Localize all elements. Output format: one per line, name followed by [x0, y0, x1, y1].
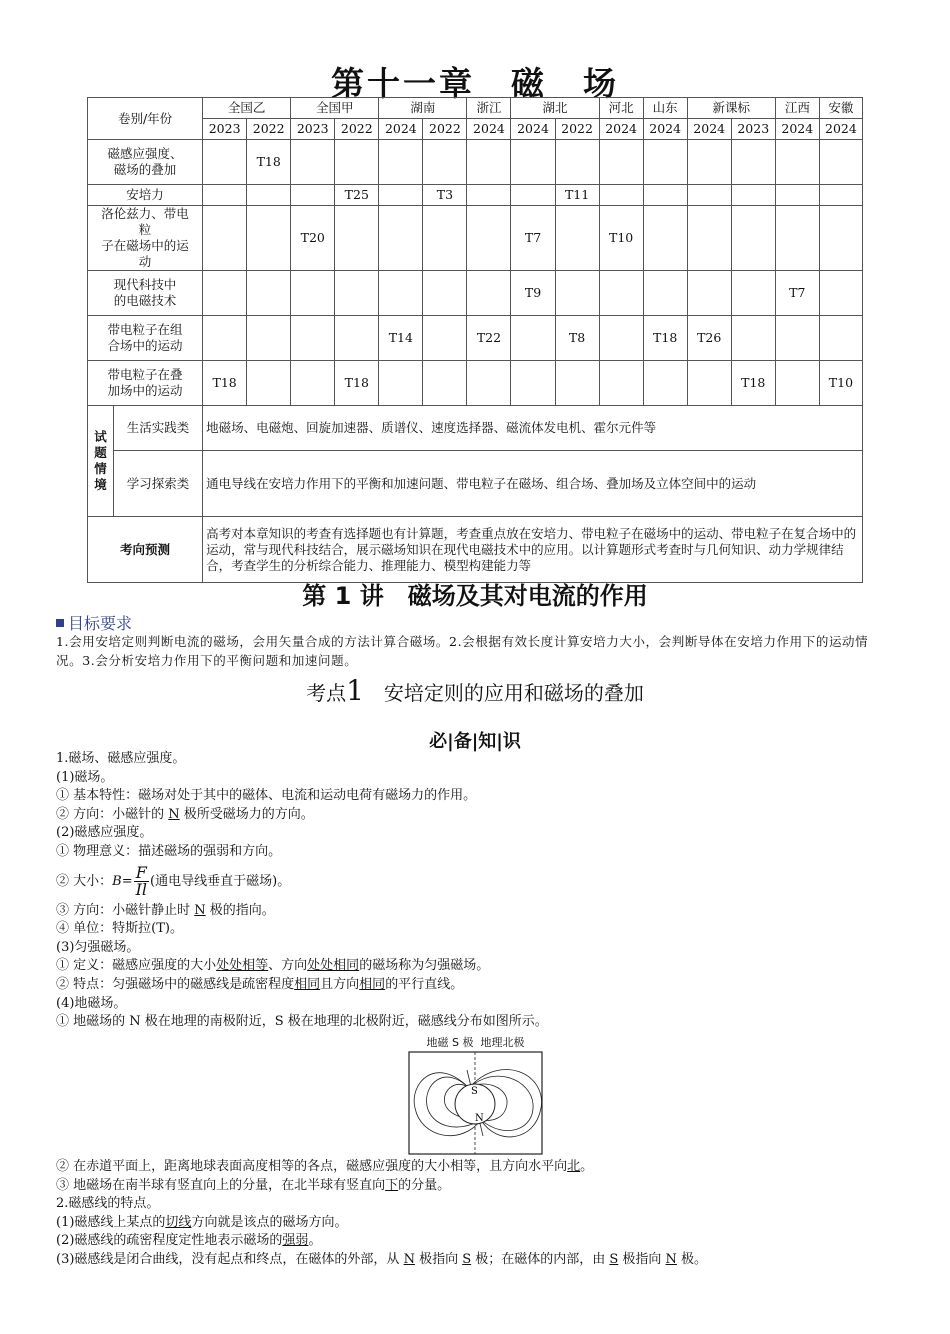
line: ④ 单位：特斯拉(T)。: [56, 921, 183, 937]
year-header: 2023: [731, 119, 775, 140]
year-header: 2024: [379, 119, 423, 140]
question-cell: [467, 206, 511, 271]
table-corner-header: 卷别/年份: [88, 98, 203, 140]
question-cell: [731, 316, 775, 361]
question-cell: [335, 206, 379, 271]
question-cell: [687, 361, 731, 406]
question-cell: T8: [555, 316, 599, 361]
question-cell: [731, 206, 775, 271]
question-cell: [379, 361, 423, 406]
question-cell: [687, 185, 731, 206]
question-cell: [819, 185, 862, 206]
year-header: 2024: [819, 119, 862, 140]
question-cell: [423, 361, 467, 406]
exam-group-header: 安徽: [819, 98, 862, 119]
question-cell: [467, 140, 511, 185]
line: ② 在赤道平面上，距离地球表面高度相等的各点，磁感应强度的大小相等，且方向水平向北。: [56, 1159, 594, 1174]
question-cell: [775, 185, 819, 206]
question-cell: [335, 271, 379, 316]
question-cell: [599, 185, 643, 206]
question-cell: [731, 271, 775, 316]
exam-group-header: 浙江: [467, 98, 511, 119]
context-type: 学习探索类: [114, 451, 203, 517]
goal-heading-text: 目标要求: [68, 614, 133, 633]
context-type: 生活实践类: [114, 406, 203, 451]
question-cell: [555, 206, 599, 271]
line: ③ 地磁场在南半球有竖直向上的分量，在北半球有竖直向下的分量。: [56, 1177, 451, 1193]
question-cell: T22: [467, 316, 511, 361]
question-cell: T7: [775, 271, 819, 316]
question-cell: [555, 361, 599, 406]
question-cell: [247, 316, 291, 361]
question-cell: [203, 140, 247, 185]
question-cell: [731, 140, 775, 185]
line: (3)磁感线是闭合曲线，没有起点和终点，在磁体的外部，从 N 极指向 S 极；在磁体的内部，由 S 极指向 N 极。: [56, 1251, 708, 1267]
question-cell: [775, 361, 819, 406]
formula-line: ② 大小：B= $\frac{F}{Il}$ (通电导线垂直于磁场)。: [56, 862, 291, 899]
question-cell: T18: [643, 316, 687, 361]
question-cell: [203, 271, 247, 316]
question-cell: [775, 206, 819, 271]
square-bullet-icon: [56, 619, 64, 627]
question-cell: T26: [687, 316, 731, 361]
question-cell: [775, 316, 819, 361]
line: ① 基本特性：磁场对处于其中的磁体、电流和运动电荷有磁场力的作用。: [56, 788, 477, 804]
year-header: 2022: [335, 119, 379, 140]
question-cell: [643, 185, 687, 206]
question-cell: [203, 185, 247, 206]
question-cell: [511, 316, 555, 361]
question-cell: [599, 361, 643, 406]
year-header: 2024: [511, 119, 555, 140]
line: (2)磁感线的疏密程度定性地表示磁场的强弱。: [56, 1233, 322, 1249]
must-know-heading: 必|备|知|识: [429, 731, 521, 752]
question-cell: [247, 185, 291, 206]
question-cell: T3: [423, 185, 467, 206]
question-cell: [731, 185, 775, 206]
question-cell: T18: [203, 361, 247, 406]
question-cell: [467, 271, 511, 316]
question-cell: [819, 140, 862, 185]
question-cell: [379, 185, 423, 206]
kp-number: 1: [346, 674, 364, 707]
question-cell: [467, 185, 511, 206]
line: 2.磁感线的特点。: [56, 1196, 160, 1212]
exam-group-header: 全国乙: [203, 98, 291, 119]
n-pole-label: N: [475, 1113, 484, 1124]
question-cell: [687, 271, 731, 316]
question-cell: [423, 316, 467, 361]
goal-heading: [56, 611, 132, 634]
question-cell: [335, 140, 379, 185]
question-cell: [819, 206, 862, 271]
kp-prefix: 考点: [306, 681, 347, 705]
line: ② 方向：小磁针的 N 极所受磁场力的方向。: [56, 806, 314, 822]
line: (1)磁场。: [56, 769, 114, 785]
question-cell: T11: [555, 185, 599, 206]
lecture-title: 第 1 讲 磁场及其对电流的作用: [302, 582, 648, 610]
question-cell: [291, 140, 335, 185]
line: (1)磁感线上某点的切线方向就是该点的磁场方向。: [56, 1214, 348, 1230]
question-cell: [423, 271, 467, 316]
question-cell: [335, 316, 379, 361]
forecast-text: 高考对本章知识的考查有选择题也有计算题，考查重点放在安培力、带电粒子在磁场中的运动、带电粒子在复合场中的运动，常与现代科技结合，展示磁场知识在现代电磁技术中的应用。以计算题形式考查时与几何知识、动力学规律结合，考查学生的分析综合能力、推理能力、模型构建能力等: [203, 517, 863, 583]
exam-analysis-table: [87, 97, 863, 583]
line: (2)磁感应强度。: [56, 825, 153, 841]
line: ① 物理意义：描述磁场的强弱和方向。: [56, 843, 282, 859]
question-cell: [247, 361, 291, 406]
line: ② 特点：匀强磁场中的磁感线是疏密程度相同且方向相同的平行直线。: [56, 976, 464, 992]
question-cell: [291, 316, 335, 361]
question-cell: [687, 140, 731, 185]
topic-label: 现代科技中 的电磁技术: [88, 271, 203, 316]
kp-title-text: 安培定则的应用和磁场的叠加: [383, 681, 644, 705]
question-cell: [819, 271, 862, 316]
s-pole-label: S: [471, 1086, 478, 1097]
question-cell: [379, 271, 423, 316]
question-cell: T18: [335, 361, 379, 406]
line: (4)地磁场。: [56, 995, 127, 1011]
question-cell: T10: [819, 361, 862, 406]
question-cell: [291, 185, 335, 206]
knowledge-lines: [56, 750, 896, 1032]
exam-group-header: 湖南: [379, 98, 467, 119]
knowledge-point-title: [0, 674, 950, 707]
year-header: 2024: [687, 119, 731, 140]
question-cell: [643, 206, 687, 271]
year-header: 2024: [599, 119, 643, 140]
question-cell: T20: [291, 206, 335, 271]
line: ① 地磁场的 N 极在地理的南极附近，S 极在地理的北极附近，磁感线分布如图所示。: [56, 1014, 548, 1030]
exam-group-header: 江西: [775, 98, 819, 119]
topic-label: 带电粒子在组 合场中的运动: [88, 316, 203, 361]
question-cell: [467, 361, 511, 406]
context-vertical-label: 试 题 情 境: [88, 406, 114, 517]
chapter-title: 第十一章 磁 场: [331, 64, 619, 103]
question-cell: T7: [511, 206, 555, 271]
question-cell: [379, 206, 423, 271]
year-header: 2024: [775, 119, 819, 140]
figure-caption: 地磁 S 极 地理北极: [426, 1036, 525, 1049]
geomagnetic-field-diagram: [405, 1034, 546, 1156]
question-cell: [379, 140, 423, 185]
question-cell: [555, 140, 599, 185]
question-cell: [599, 271, 643, 316]
year-header: 2022: [555, 119, 599, 140]
question-cell: [511, 140, 555, 185]
goal-text: 1.会用安培定则判断电流的磁场，会用矢量合成的方法计算合磁场。2.会根据有效长度计算安培力大小，会判断导体在安培力作用下的运动情况。3.会分析安培力作用下的平衡问题和加速问题。: [56, 634, 869, 668]
question-cell: [599, 140, 643, 185]
context-text: 地磁场、电磁炮、回旋加速器、质谱仪、速度选择器、磁流体发电机、霍尔元件等: [203, 406, 863, 451]
question-cell: [247, 271, 291, 316]
question-cell: T14: [379, 316, 423, 361]
question-cell: [247, 206, 291, 271]
question-cell: [203, 206, 247, 271]
question-cell: [555, 271, 599, 316]
question-cell: [775, 140, 819, 185]
year-header: 2022: [423, 119, 467, 140]
topic-label: 洛伦兹力、带电 粒 子在磁场中的运 动: [88, 206, 203, 271]
question-cell: [423, 206, 467, 271]
question-cell: [599, 316, 643, 361]
exam-group-header: 河北: [599, 98, 643, 119]
line: (3)匀强磁场。: [56, 939, 140, 955]
context-text: 通电导线在安培力作用下的平衡和加速问题、带电粒子在磁场、组合场、叠加场及立体空间中的运动: [203, 451, 863, 517]
question-cell: [203, 316, 247, 361]
topic-label: 带电粒子在叠 加场中的运动: [88, 361, 203, 406]
question-cell: [511, 185, 555, 206]
topic-label: 安培力: [88, 185, 203, 206]
question-cell: [643, 140, 687, 185]
question-cell: [423, 140, 467, 185]
exam-group-header: 全国甲: [291, 98, 379, 119]
question-cell: [643, 361, 687, 406]
year-header: 2023: [203, 119, 247, 140]
question-cell: [291, 361, 335, 406]
geomagnetic-field-figure: [405, 1034, 546, 1156]
question-cell: [687, 206, 731, 271]
question-cell: T9: [511, 271, 555, 316]
line: 1.磁场、磁感应强度。: [56, 751, 186, 766]
exam-group-header: 新课标: [687, 98, 775, 119]
forecast-label: 考向预测: [88, 517, 203, 583]
question-cell: [291, 271, 335, 316]
year-header: 2022: [247, 119, 291, 140]
topic-label: 磁感应强度、 磁场的叠加: [88, 140, 203, 185]
year-header: 2024: [643, 119, 687, 140]
knowledge-lines-2: [56, 1158, 896, 1270]
question-cell: T25: [335, 185, 379, 206]
exam-group-header: 湖北: [511, 98, 599, 119]
question-cell: T18: [247, 140, 291, 185]
year-header: 2023: [291, 119, 335, 140]
question-cell: T10: [599, 206, 643, 271]
fraction: $\frac{F}{Il}$: [135, 862, 148, 899]
line: ① 定义：磁感应强度的大小处处相等、方向处处相同的磁场称为匀强磁场。: [56, 958, 490, 974]
question-cell: [643, 271, 687, 316]
question-cell: T18: [731, 361, 775, 406]
line: ③ 方向：小磁针静止时 N 极的指向。: [56, 902, 275, 918]
question-cell: [511, 361, 555, 406]
question-cell: [819, 316, 862, 361]
exam-group-header: 山东: [643, 98, 687, 119]
year-header: 2024: [467, 119, 511, 140]
